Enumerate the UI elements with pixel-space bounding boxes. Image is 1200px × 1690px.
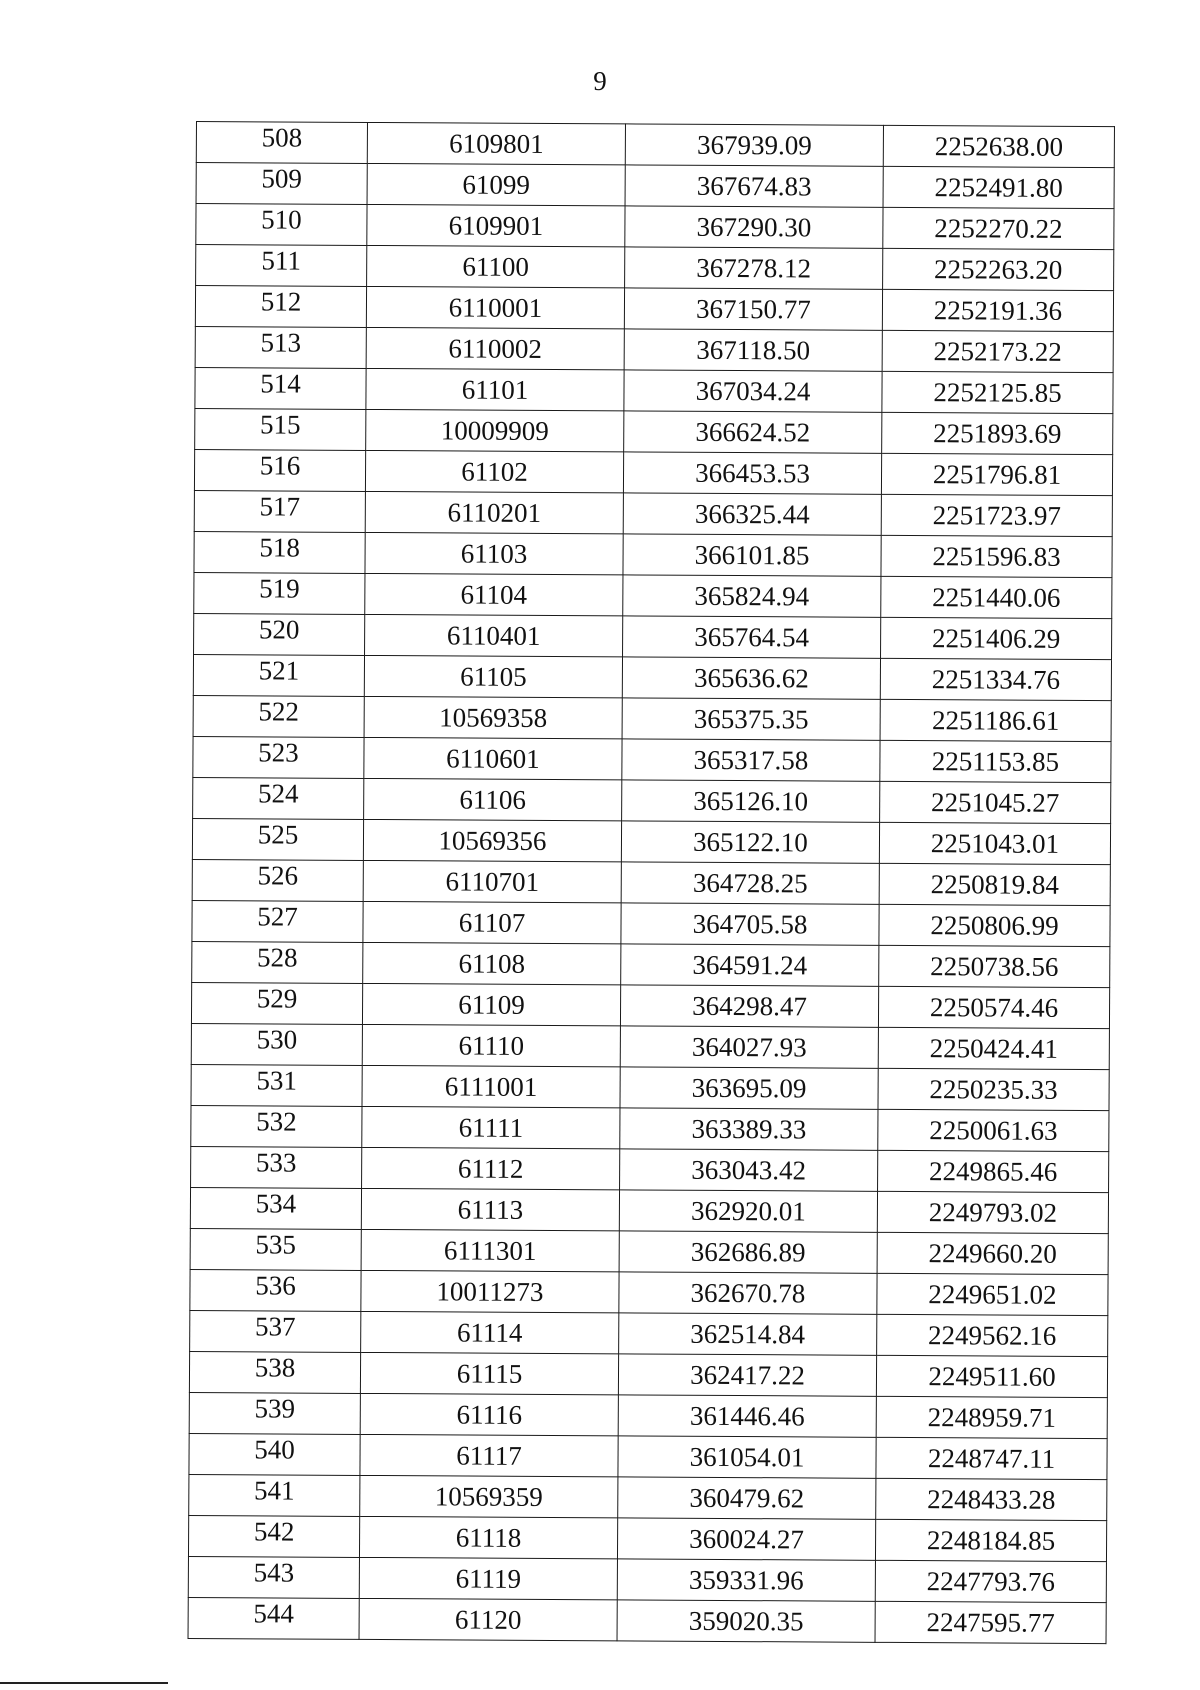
x-coordinate-cell: 366624.52 (624, 411, 882, 453)
point-id-cell: 6110601 (364, 737, 622, 779)
y-coordinate-cell: 2250574.46 (878, 986, 1109, 1028)
x-coordinate-cell: 361054.01 (618, 1436, 876, 1478)
y-coordinate-cell: 2252173.22 (882, 330, 1113, 372)
point-id-cell: 61112 (362, 1147, 620, 1189)
point-id-cell: 10569356 (363, 819, 621, 861)
table-row (192, 941, 1110, 987)
point-id-cell: 10569358 (364, 696, 622, 738)
point-id-cell: 61111 (362, 1106, 620, 1148)
y-coordinate-cell: 2252638.00 (883, 125, 1114, 167)
point-id-cell: 61104 (365, 573, 623, 615)
row-number-cell: 544 (188, 1597, 359, 1639)
y-coordinate-cell: 2249793.02 (877, 1191, 1108, 1233)
table-row (192, 900, 1110, 946)
y-coordinate-cell: 2249865.46 (878, 1150, 1109, 1192)
x-coordinate-cell: 364705.58 (621, 903, 879, 945)
row-number-cell: 513 (195, 326, 366, 368)
row-number-cell: 540 (189, 1433, 360, 1475)
row-number-cell: 522 (193, 695, 364, 737)
table-row (192, 818, 1110, 864)
y-coordinate-cell: 2250424.41 (878, 1027, 1109, 1069)
row-number-cell: 525 (192, 818, 363, 860)
x-coordinate-cell: 364298.47 (620, 985, 878, 1027)
row-number-cell: 521 (193, 654, 364, 696)
y-coordinate-cell: 2249511.60 (876, 1355, 1107, 1397)
point-id-cell: 61099 (367, 163, 625, 205)
row-number-cell: 523 (193, 736, 364, 778)
table-row (190, 1187, 1108, 1233)
y-coordinate-cell: 2249562.16 (877, 1314, 1108, 1356)
point-id-cell: 6110002 (366, 327, 624, 369)
coordinates-table (188, 121, 1115, 1644)
point-id-cell: 61118 (359, 1516, 617, 1558)
table-row (194, 613, 1112, 659)
row-number-cell: 533 (191, 1146, 362, 1188)
page-number: 9 (593, 66, 607, 96)
x-coordinate-cell: 362686.89 (619, 1231, 877, 1273)
point-id-cell: 61109 (362, 983, 620, 1025)
y-coordinate-cell: 2249660.20 (877, 1232, 1108, 1274)
table-row (196, 204, 1114, 250)
row-number-cell: 536 (190, 1269, 361, 1311)
x-coordinate-cell: 361446.46 (618, 1395, 876, 1437)
y-coordinate-cell: 2250061.63 (878, 1109, 1109, 1151)
table-row (194, 490, 1112, 536)
point-id-cell: 61119 (359, 1557, 617, 1599)
row-number-cell: 517 (194, 490, 365, 532)
row-number-cell: 543 (188, 1556, 359, 1598)
footnote-rule (0, 1682, 168, 1684)
x-coordinate-cell: 363389.33 (620, 1108, 878, 1150)
y-coordinate-cell: 2252270.22 (883, 207, 1114, 249)
row-number-cell: 542 (188, 1515, 359, 1557)
table-row (189, 1474, 1107, 1520)
row-number-cell: 535 (190, 1228, 361, 1270)
table-body (188, 122, 1114, 1644)
table-row (191, 1146, 1109, 1192)
point-id-cell: 61113 (361, 1188, 619, 1230)
row-number-cell: 530 (191, 1023, 362, 1065)
y-coordinate-cell: 2251043.01 (879, 822, 1110, 864)
point-id-cell: 6109901 (367, 204, 625, 246)
row-number-cell: 509 (196, 163, 367, 205)
x-coordinate-cell: 365317.58 (622, 739, 880, 781)
point-id-cell: 6111301 (361, 1229, 619, 1271)
x-coordinate-cell: 360479.62 (618, 1477, 876, 1519)
x-coordinate-cell: 362514.84 (619, 1313, 877, 1355)
table-row (188, 1515, 1106, 1561)
point-id-cell: 61120 (359, 1598, 617, 1640)
table-row (191, 1064, 1109, 1110)
row-number-cell: 520 (194, 613, 365, 655)
point-id-cell: 61105 (364, 655, 622, 697)
x-coordinate-cell: 365824.94 (623, 575, 881, 617)
y-coordinate-cell: 2252263.20 (883, 248, 1114, 290)
table-row (193, 736, 1111, 782)
x-coordinate-cell: 362920.01 (619, 1190, 877, 1232)
y-coordinate-cell: 2247793.76 (875, 1560, 1106, 1602)
x-coordinate-cell: 365122.10 (621, 821, 879, 863)
row-number-cell: 514 (195, 367, 366, 409)
table-row (191, 982, 1109, 1028)
y-coordinate-cell: 2251440.06 (881, 576, 1112, 618)
point-id-cell: 6110201 (365, 491, 623, 533)
x-coordinate-cell: 367150.77 (624, 288, 882, 330)
x-coordinate-cell: 366101.85 (623, 534, 881, 576)
row-number-cell: 524 (193, 777, 364, 819)
point-id-cell: 61108 (363, 942, 621, 984)
x-coordinate-cell: 367278.12 (625, 247, 883, 289)
row-number-cell: 508 (196, 122, 367, 164)
y-coordinate-cell: 2248433.28 (876, 1478, 1107, 1520)
y-coordinate-cell: 2251186.61 (880, 699, 1111, 741)
x-coordinate-cell: 360024.27 (617, 1518, 875, 1560)
x-coordinate-cell: 365764.54 (623, 616, 881, 658)
table-row (196, 245, 1114, 291)
point-id-cell: 6111001 (362, 1065, 620, 1107)
y-coordinate-cell: 2252191.36 (882, 289, 1113, 331)
point-id-cell: 61115 (360, 1352, 618, 1394)
y-coordinate-cell: 2247595.77 (875, 1601, 1106, 1643)
x-coordinate-cell: 364728.25 (621, 862, 879, 904)
x-coordinate-cell: 367674.83 (625, 165, 883, 207)
table-row (194, 449, 1112, 495)
row-number-cell: 531 (191, 1064, 362, 1106)
point-id-cell: 10011273 (361, 1270, 619, 1312)
row-number-cell: 538 (189, 1351, 360, 1393)
x-coordinate-cell: 363043.42 (620, 1149, 878, 1191)
point-id-cell: 61106 (364, 778, 622, 820)
table-row (189, 1392, 1107, 1438)
row-number-cell: 516 (194, 449, 365, 491)
y-coordinate-cell: 2251334.76 (880, 658, 1111, 700)
y-coordinate-cell: 2252125.85 (882, 371, 1113, 413)
table-row (190, 1228, 1108, 1274)
y-coordinate-cell: 2250806.99 (879, 904, 1110, 946)
point-id-cell: 61101 (366, 368, 624, 410)
row-number-cell: 512 (195, 286, 366, 328)
row-number-cell: 526 (192, 859, 363, 901)
y-coordinate-cell: 2251406.29 (881, 617, 1112, 659)
point-id-cell: 61114 (361, 1311, 619, 1353)
x-coordinate-cell: 367118.50 (624, 329, 882, 371)
row-number-cell: 528 (192, 941, 363, 983)
point-id-cell: 61110 (362, 1024, 620, 1066)
table-row (193, 695, 1111, 741)
row-number-cell: 511 (196, 245, 367, 287)
point-id-cell: 61103 (365, 532, 623, 574)
point-id-cell: 61107 (363, 901, 621, 943)
y-coordinate-cell: 2251153.85 (880, 740, 1111, 782)
row-number-cell: 534 (190, 1187, 361, 1229)
table-row (193, 777, 1111, 823)
point-id-cell: 61102 (365, 450, 623, 492)
x-coordinate-cell: 367939.09 (625, 124, 883, 166)
table-row (188, 1597, 1106, 1643)
row-number-cell: 515 (195, 408, 366, 450)
row-number-cell: 532 (191, 1105, 362, 1147)
x-coordinate-cell: 367034.24 (624, 370, 882, 412)
point-id-cell: 61100 (367, 245, 625, 287)
point-id-cell: 61116 (360, 1393, 618, 1435)
row-number-cell: 529 (191, 982, 362, 1024)
point-id-cell: 6110001 (366, 286, 624, 328)
y-coordinate-cell: 2251893.69 (882, 412, 1113, 454)
y-coordinate-cell: 2251045.27 (880, 781, 1111, 823)
y-coordinate-cell: 2251723.97 (881, 494, 1112, 536)
x-coordinate-cell: 362670.78 (619, 1272, 877, 1314)
table-row (193, 654, 1111, 700)
y-coordinate-cell: 2251796.81 (881, 453, 1112, 495)
y-coordinate-cell: 2248959.71 (876, 1396, 1107, 1438)
table-row (190, 1310, 1108, 1356)
x-coordinate-cell: 363695.09 (620, 1067, 878, 1109)
row-number-cell: 527 (192, 900, 363, 942)
x-coordinate-cell: 365636.62 (622, 657, 880, 699)
row-number-cell: 519 (194, 572, 365, 614)
x-coordinate-cell: 364591.24 (621, 944, 879, 986)
row-number-cell: 510 (196, 204, 367, 246)
point-id-cell: 10009909 (366, 409, 624, 451)
table-row (192, 859, 1110, 905)
table-row (189, 1351, 1107, 1397)
table-row (191, 1105, 1109, 1151)
x-coordinate-cell: 365126.10 (622, 780, 880, 822)
x-coordinate-cell: 359020.35 (617, 1600, 875, 1642)
row-number-cell: 541 (189, 1474, 360, 1516)
y-coordinate-cell: 2249651.02 (877, 1273, 1108, 1315)
point-id-cell: 61117 (360, 1434, 618, 1476)
table-row (196, 122, 1114, 168)
x-coordinate-cell: 365375.35 (622, 698, 880, 740)
point-id-cell: 6109801 (367, 122, 625, 164)
x-coordinate-cell: 366453.53 (623, 452, 881, 494)
x-coordinate-cell: 359331.96 (617, 1559, 875, 1601)
table-row (194, 572, 1112, 618)
row-number-cell: 518 (194, 531, 365, 573)
table-row (195, 326, 1113, 372)
table-row (194, 531, 1112, 577)
table-row (195, 408, 1113, 454)
table-row (191, 1023, 1109, 1069)
x-coordinate-cell: 362417.22 (618, 1354, 876, 1396)
y-coordinate-cell: 2248747.11 (876, 1437, 1107, 1479)
point-id-cell: 10569359 (360, 1475, 618, 1517)
table-row (195, 286, 1113, 332)
y-coordinate-cell: 2248184.85 (875, 1519, 1106, 1561)
y-coordinate-cell: 2251596.83 (881, 535, 1112, 577)
point-id-cell: 6110701 (363, 860, 621, 902)
row-number-cell: 537 (190, 1310, 361, 1352)
table-row (190, 1269, 1108, 1315)
table-row (188, 1556, 1106, 1602)
point-id-cell: 6110401 (365, 614, 623, 656)
table-row (189, 1433, 1107, 1479)
row-number-cell: 539 (189, 1392, 360, 1434)
x-coordinate-cell: 366325.44 (623, 493, 881, 535)
x-coordinate-cell: 364027.93 (620, 1026, 878, 1068)
y-coordinate-cell: 2250819.84 (879, 863, 1110, 905)
y-coordinate-cell: 2252491.80 (883, 166, 1114, 208)
x-coordinate-cell: 367290.30 (625, 206, 883, 248)
table-row (196, 163, 1114, 209)
table-row (195, 367, 1113, 413)
y-coordinate-cell: 2250235.33 (878, 1068, 1109, 1110)
y-coordinate-cell: 2250738.56 (879, 945, 1110, 987)
